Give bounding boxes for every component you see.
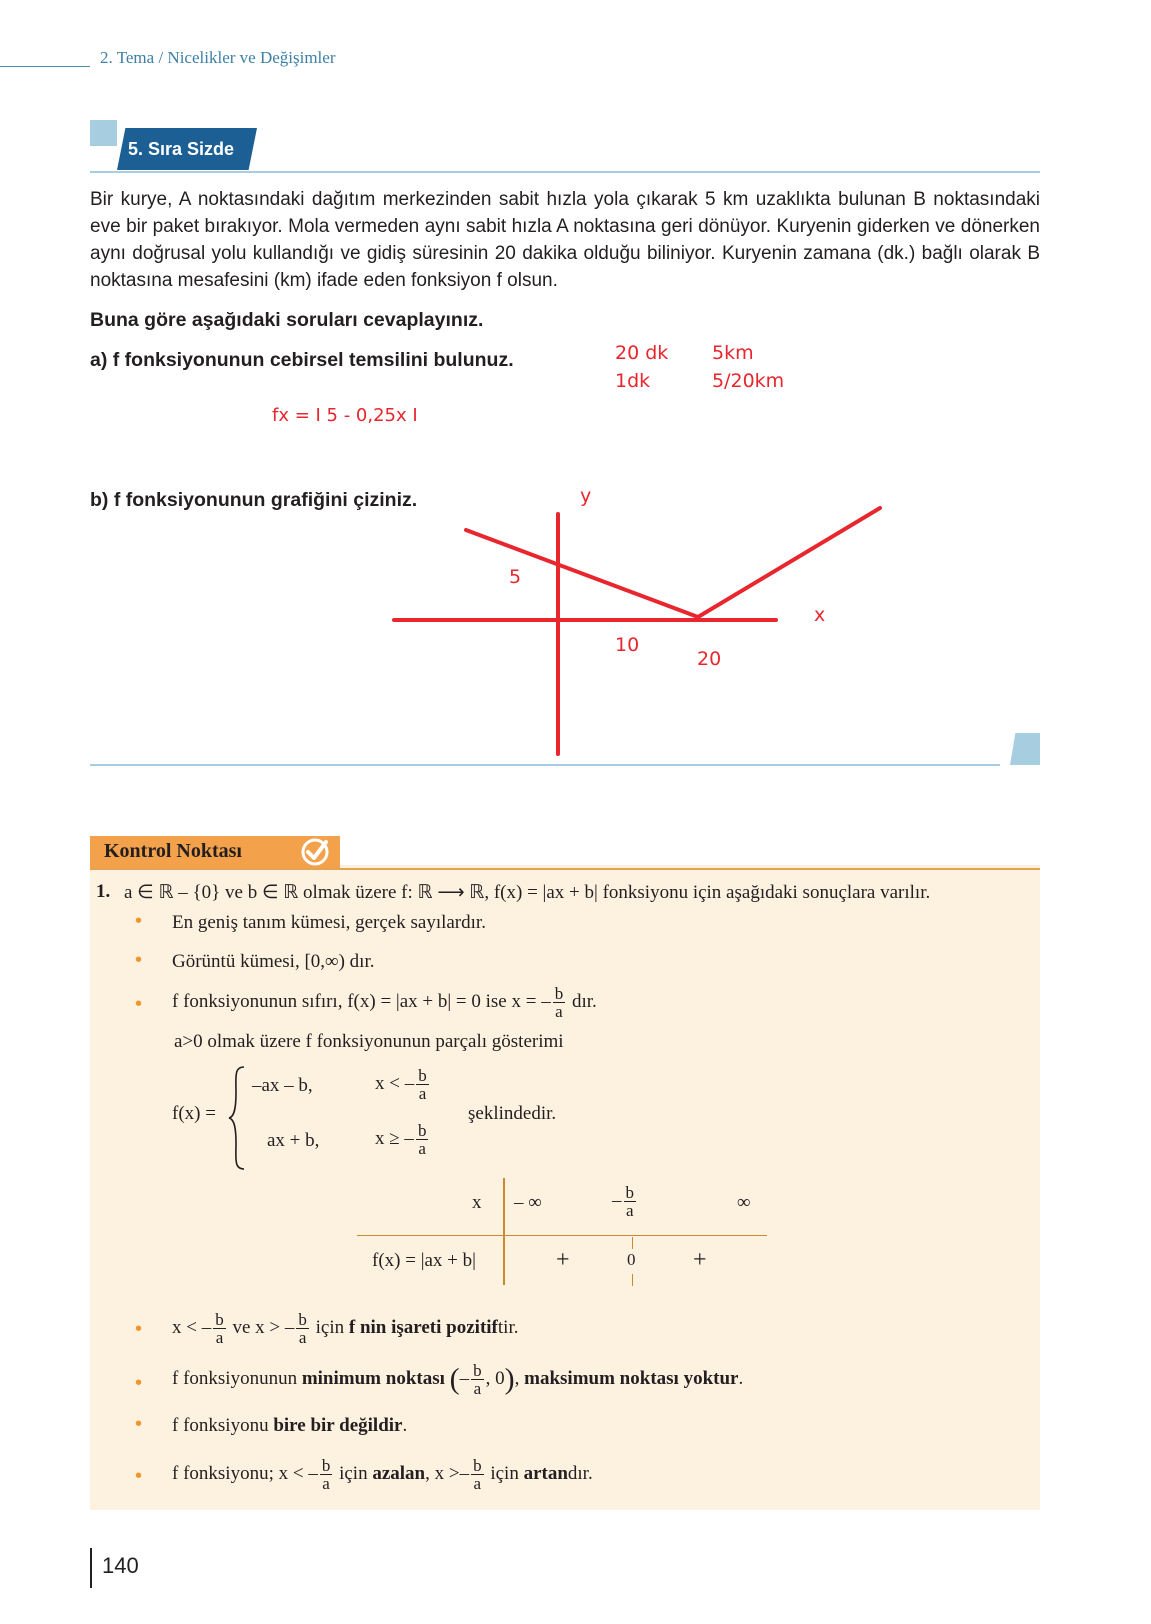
bullet-monotonic: f fonksiyonu; x < – $\frac{b}{a}$ için azalan, x >– $\frac{b}{a}$ için artandır. bbox=[172, 1456, 593, 1493]
bullet-dot: • bbox=[135, 1372, 143, 1394]
section-rule bbox=[90, 171, 1040, 173]
case2-expr: ax + b, bbox=[267, 1130, 320, 1151]
header-rule bbox=[0, 66, 90, 67]
bullet-dot: • bbox=[135, 910, 143, 932]
breadcrumb: 2. Tema / Nicelikler ve Değişimler bbox=[100, 48, 336, 67]
bullet-dot: • bbox=[135, 993, 143, 1015]
bullet-dot: • bbox=[135, 1465, 143, 1487]
sign-plus-left: + bbox=[556, 1247, 570, 1273]
handwritten-distance-5: 5km bbox=[712, 342, 754, 364]
graph-increasing-line bbox=[698, 508, 880, 617]
sign-table-root: – $\frac{b}{a}$ bbox=[612, 1183, 634, 1220]
handwritten-time-20: 20 dk bbox=[615, 342, 669, 364]
graph-label-5: 5 bbox=[509, 566, 522, 588]
page-number-bar bbox=[90, 1548, 92, 1588]
bullet-zero: f fonksiyonunun sıfırı, f(x) = |ax + b| = 0 ise x = – $\frac{b}{a}$ dır. bbox=[172, 984, 597, 1021]
handwritten-distance-ratio: 5/20km bbox=[712, 370, 785, 392]
sign-table-vertical-rule bbox=[503, 1178, 505, 1285]
page-number: 140 bbox=[102, 1553, 139, 1578]
handwritten-formula: fx = I 5 - 0,25x I bbox=[272, 405, 418, 426]
bullet-dot: • bbox=[135, 1318, 143, 1340]
bullet-dot: • bbox=[135, 1413, 143, 1435]
section-end-rule bbox=[90, 764, 1000, 766]
problem-text: Bir kurye, A noktasındaki dağıtım merkezinden sabit hızla yola çıkarak 5 km uzaklıkta bulunan B noktasındaki eve bir paket bırakıyor. Mola vermeden aynı sabit hızla A noktasına geri dönüyor. Kuryenin giderken ve dönerken aynı doğrusal yolu kullandığı ve gidiş süresinin 20 dakika olduğu biliniyor. Kuryenin zamana (dk.) bağlı olarak B noktasına mesafesini (km) ifade eden fonksiyon f olsun. bbox=[90, 189, 1040, 291]
sign-table-x: x bbox=[472, 1192, 482, 1213]
piecewise-suffix: şeklindedir. bbox=[468, 1103, 557, 1124]
kontrol-rule bbox=[90, 868, 1040, 870]
sign-table-inf: ∞ bbox=[737, 1192, 751, 1213]
sign-table-neg-inf: – ∞ bbox=[514, 1192, 542, 1213]
bullet-sign: x < – $\frac{b}{a}$ ve x > – $\frac{b}{a}$ için f nin işareti pozitiftir. bbox=[172, 1310, 519, 1347]
graph-decreasing-line bbox=[466, 530, 698, 617]
sign-tick-top bbox=[632, 1237, 633, 1249]
case2-cond: x ≥ – $\frac{b}{a}$ bbox=[375, 1121, 427, 1158]
section-title: 5. Sıra Sizde bbox=[128, 139, 235, 159]
case1-cond: x < – $\frac{b}{a}$ bbox=[375, 1066, 427, 1103]
section-end-square bbox=[1010, 733, 1040, 765]
graph-label-10: 10 bbox=[615, 634, 640, 656]
kontrol-intro: a ∈ ℝ – {0} ve b ∈ ℝ olmak üzere f: ℝ ⟶ ℝ, f(x) = |ax + b| fonksiyonu için aşağıdaki sonuçlara varılır. bbox=[124, 882, 931, 903]
bullet-minimum: f fonksiyonunun minimum noktası (– $\frac{b}{a}$ , 0), maksimum noktası yoktur. bbox=[172, 1361, 744, 1398]
piecewise-intro: a>0 olmak üzere f fonksiyonunun parçalı gösterimi bbox=[174, 1031, 564, 1052]
checkmark-icon bbox=[299, 836, 331, 868]
section-square-decoration bbox=[90, 120, 117, 146]
instruction: Buna göre aşağıdaki soruları cevaplayınız. bbox=[90, 309, 484, 331]
bullet-not-injective: f fonksiyonu bire bir değildir. bbox=[172, 1415, 408, 1436]
sign-table-fx: f(x) = |ax + b| bbox=[372, 1250, 476, 1271]
bullet-domain: En geniş tanım kümesi, gerçek sayılardır. bbox=[172, 912, 486, 933]
sign-zero: 0 bbox=[627, 1250, 636, 1269]
sign-table-horizontal-rule bbox=[357, 1235, 767, 1236]
bullet-range: Görüntü kümesi, [0,∞) dır. bbox=[172, 951, 375, 972]
graph-x-label: x bbox=[814, 604, 826, 626]
piecewise-fx: f(x) = bbox=[172, 1103, 216, 1124]
sign-plus-right: + bbox=[693, 1247, 707, 1273]
sign-tick-bottom bbox=[632, 1274, 633, 1286]
graph-y-label: y bbox=[580, 485, 592, 507]
part-a-question: a) f fonksiyonunun cebirsel temsilini bulunuz. bbox=[90, 349, 514, 371]
graph-label-20: 20 bbox=[697, 648, 722, 670]
part-b-question: b) f fonksiyonunun grafiğini çiziniz. bbox=[90, 489, 418, 511]
left-brace bbox=[226, 1063, 248, 1173]
item-number: 1. bbox=[96, 881, 111, 902]
kontrol-title: Kontrol Noktası bbox=[104, 840, 242, 862]
bullet-dot: • bbox=[135, 949, 143, 971]
case1-expr: –ax – b, bbox=[252, 1075, 313, 1096]
handwritten-time-1: 1dk bbox=[615, 370, 651, 392]
